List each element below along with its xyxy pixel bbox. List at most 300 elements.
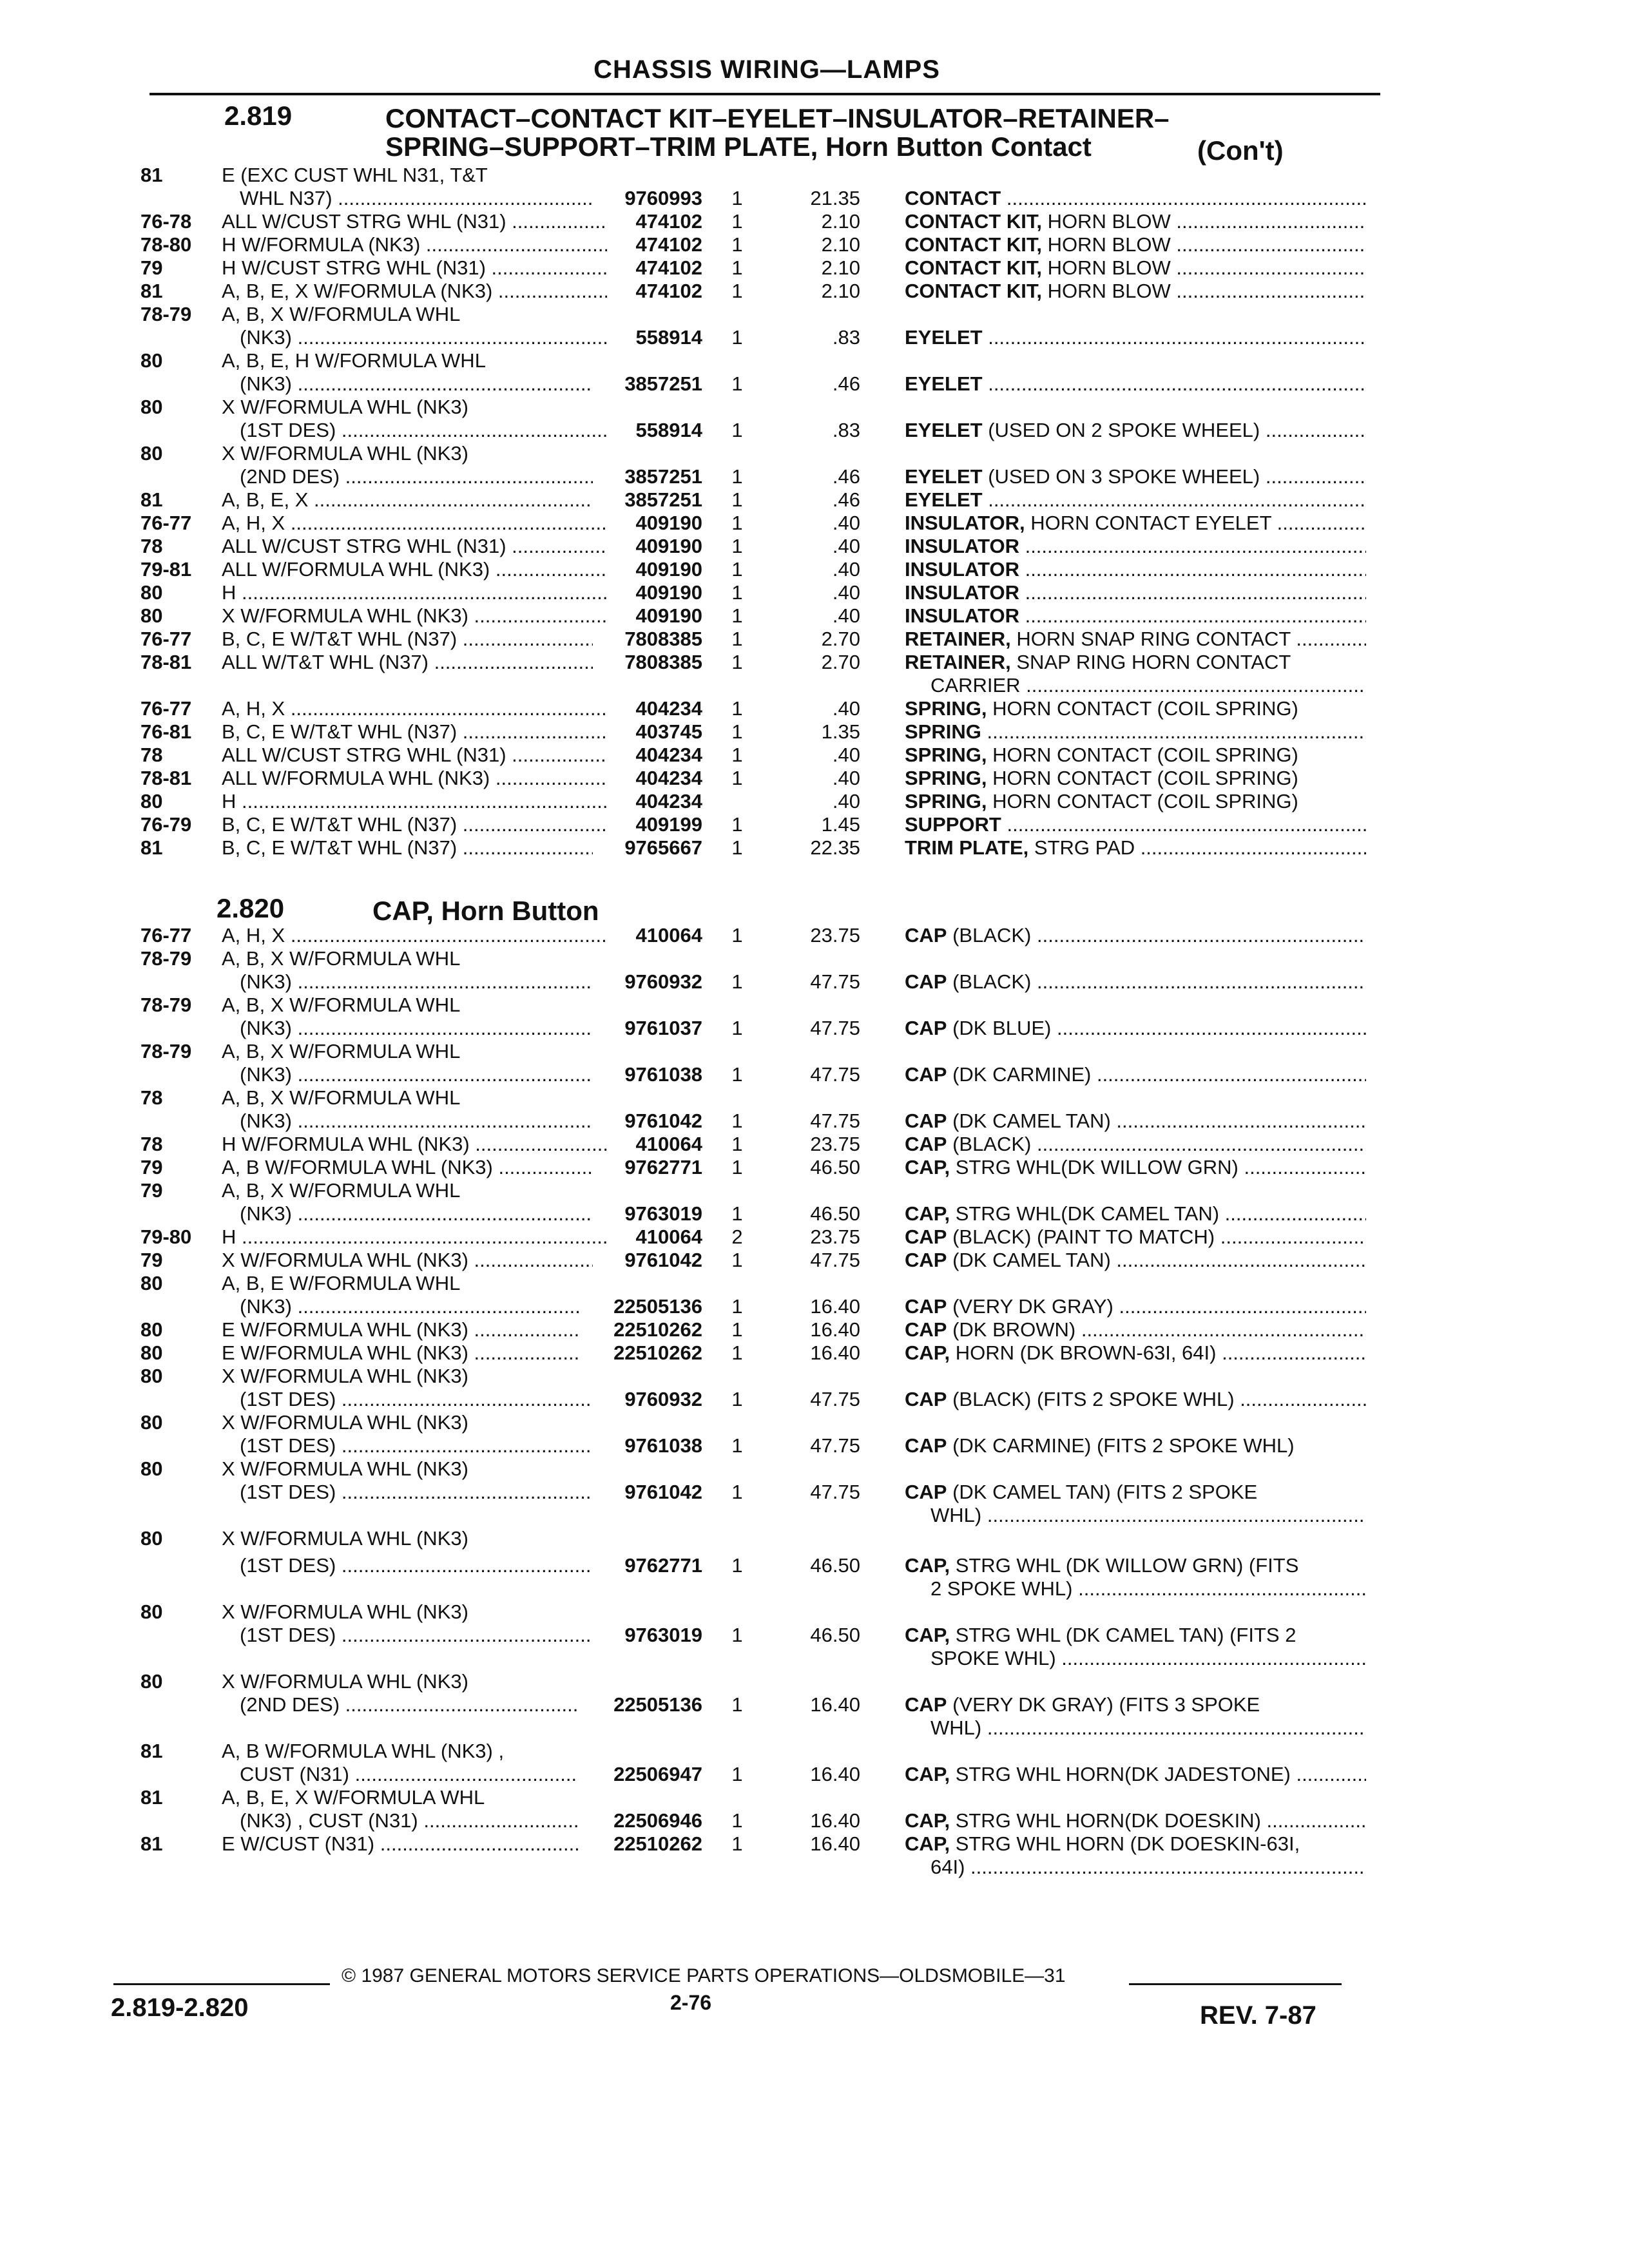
table-row	[0, 744, 1629, 767]
application-cell: (NK3) .....	[240, 372, 593, 396]
part-number-cell: 474102	[635, 280, 702, 302]
part-number-cell: 9760932	[624, 1388, 702, 1410]
quantity-cell: 1	[731, 326, 743, 349]
application-cell: A, H, X .....	[222, 924, 607, 947]
description-keyword: CAP,	[905, 1832, 950, 1855]
application-cell: X W/FORMULA WHL (NK3)	[222, 1365, 468, 1387]
application-cell: (NK3) .....	[240, 326, 607, 349]
application-cell: H W/CUST STRG WHL (N31) .....	[222, 256, 607, 280]
quantity-cell: 1	[731, 1202, 743, 1225]
price-cell: 21.35	[810, 187, 860, 209]
price-cell: 1.45	[821, 813, 860, 836]
application-cell: (NK3) .....	[240, 1063, 593, 1086]
application-cell: H .....	[222, 581, 607, 604]
table-row	[0, 1577, 1629, 1600]
application-cell: (NK3) .....	[240, 1017, 593, 1040]
application-cell: (1ST DES) .....	[240, 1624, 593, 1647]
description-keyword: CAP	[905, 1225, 947, 1248]
description-keyword: EYELET	[905, 419, 983, 441]
table-row	[0, 720, 1629, 744]
description-cell	[930, 674, 1366, 697]
price-cell: 47.75	[810, 1388, 860, 1410]
price-cell: 16.40	[810, 1809, 860, 1832]
description-detail: STRG WHL HORN(DK DOESKIN)	[950, 1809, 1261, 1832]
part-number-cell: 410064	[635, 1225, 702, 1248]
price-cell: 46.50	[810, 1554, 860, 1577]
section-number-2820: 2.820	[217, 893, 285, 923]
description-cell	[905, 1832, 1366, 1856]
part-number-cell: 3857251	[624, 372, 702, 395]
part-number-cell: 409190	[635, 558, 702, 581]
quantity-cell: 1	[731, 488, 743, 511]
part-number-cell: 404234	[635, 790, 702, 812]
price-cell: 47.75	[810, 1063, 860, 1086]
table-row	[0, 994, 1629, 1017]
application-cell: (1ST DES) .....	[240, 1481, 593, 1504]
description-keyword: CAP	[905, 1133, 947, 1155]
part-number-cell: 3857251	[624, 465, 702, 488]
section-cont-label: (Con't)	[1197, 135, 1284, 166]
price-cell: 23.75	[810, 1225, 860, 1248]
description-cell	[905, 187, 1366, 210]
price-cell: 16.40	[810, 1693, 860, 1716]
description-cell	[905, 720, 1366, 744]
year-cell: 80	[140, 349, 163, 372]
description-detail: (BLACK)	[947, 1133, 1032, 1155]
year-cell: 78	[140, 535, 163, 557]
application-cell: A, B, X W/FORMULA WHL	[222, 303, 461, 325]
table-row	[0, 767, 1629, 790]
application-cell: A, B, X W/FORMULA WHL	[222, 1179, 461, 1202]
price-cell: 46.50	[810, 1624, 860, 1646]
application-cell: (1ST DES) .....	[240, 1388, 593, 1411]
quantity-cell: 1	[731, 697, 743, 720]
quantity-cell: 1	[731, 1763, 743, 1785]
quantity-cell: 1	[731, 1832, 743, 1855]
price-cell: 23.75	[810, 1133, 860, 1155]
table-row	[0, 280, 1629, 303]
quantity-cell: 1	[731, 924, 743, 947]
application-cell: A, H, X .....	[222, 697, 607, 720]
description-cell	[905, 581, 1366, 604]
application-cell: ALL W/FORMULA WHL (NK3) .....	[222, 767, 607, 790]
price-cell: 47.75	[810, 1481, 860, 1503]
description-cell	[905, 1225, 1366, 1249]
description-cell	[905, 256, 1366, 280]
header-rule	[149, 93, 1380, 95]
description-cell	[905, 651, 1366, 674]
description-keyword: INSULATOR	[905, 581, 1019, 604]
quantity-cell: 1	[731, 836, 743, 859]
description-cell	[905, 233, 1366, 256]
description-cell	[905, 1295, 1366, 1318]
description-keyword: CAP,	[905, 1156, 950, 1178]
table-row	[0, 1318, 1629, 1341]
table-row	[0, 488, 1629, 512]
description-cell	[905, 604, 1366, 628]
table-row	[0, 465, 1629, 488]
table-row	[0, 697, 1629, 720]
table-row	[0, 1040, 1629, 1063]
description-cell	[905, 1249, 1366, 1272]
description-cell	[905, 535, 1366, 558]
application-cell: E W/FORMULA WHL (NK3) .....	[222, 1341, 579, 1365]
description-cell	[930, 1504, 1366, 1527]
year-cell: 80	[140, 442, 163, 465]
application-cell: X W/FORMULA WHL (NK3)	[222, 1411, 468, 1434]
year-cell: 78-80	[140, 233, 192, 256]
description-cell	[905, 326, 1366, 349]
application-cell: (1ST DES) .....	[240, 419, 607, 442]
section-number-2819: 2.819	[224, 101, 293, 131]
description-detail: HORN BLOW	[1041, 256, 1171, 279]
description-detail: (DK CARMINE) (FITS 2 SPOKE WHL)	[947, 1434, 1295, 1457]
description-detail: (VERY DK GRAY) (FITS 3 SPOKE	[947, 1693, 1260, 1716]
table-row	[0, 1809, 1629, 1832]
quantity-cell: 1	[731, 558, 743, 581]
description-cell	[905, 1481, 1366, 1504]
quantity-cell: 1	[731, 1156, 743, 1178]
description-cell	[905, 924, 1366, 947]
description-keyword: TRIM PLATE,	[905, 836, 1029, 859]
quantity-cell: 1	[731, 233, 743, 256]
part-number-cell: 404234	[635, 697, 702, 720]
part-number-cell: 7808385	[624, 628, 702, 650]
part-number-cell: 558914	[635, 326, 702, 349]
quantity-cell: 1	[731, 1318, 743, 1341]
description-keyword: CAP	[905, 970, 947, 993]
description-cell	[905, 1017, 1366, 1040]
description-cell	[905, 1434, 1366, 1457]
application-cell: (NK3) .....	[240, 1110, 593, 1133]
price-cell: 23.75	[810, 924, 860, 947]
description-detail: (BLACK) (PAINT TO MATCH)	[947, 1225, 1215, 1248]
description-cell	[905, 1202, 1366, 1225]
description-cell	[905, 1341, 1366, 1365]
table-row	[0, 372, 1629, 396]
description-cell	[905, 1156, 1366, 1179]
description-detail: (VERY DK GRAY)	[947, 1295, 1113, 1318]
year-cell: 78-79	[140, 303, 192, 325]
description-keyword: CAP,	[905, 1341, 950, 1364]
application-cell: B, C, E W/T&T WHL (N37) .....	[222, 836, 593, 860]
quantity-cell: 1	[731, 1554, 743, 1577]
application-cell: H W/FORMULA (NK3) .....	[222, 233, 607, 256]
part-number-cell: 409190	[635, 581, 702, 604]
price-cell: 47.75	[810, 1434, 860, 1457]
description-cell	[905, 465, 1366, 488]
price-cell: .83	[832, 419, 860, 441]
year-cell: 78-81	[140, 651, 192, 673]
description-detail: SPOKE WHL)	[930, 1647, 1056, 1669]
description-detail: STRG WHL (DK CAMEL TAN) (FITS 2	[950, 1624, 1296, 1646]
description-detail: HORN BLOW	[1041, 210, 1171, 233]
description-detail: HORN SNAP RING CONTACT	[1010, 628, 1291, 650]
description-keyword: CAP	[905, 1388, 947, 1410]
part-number-cell: 410064	[635, 924, 702, 947]
description-cell	[905, 628, 1366, 651]
quantity-cell: 1	[731, 1110, 743, 1132]
table-row	[0, 1504, 1629, 1527]
price-cell: 16.40	[810, 1763, 860, 1785]
year-cell: 81	[140, 488, 163, 511]
description-cell	[930, 1856, 1366, 1879]
year-cell: 81	[140, 164, 163, 186]
description-detail: STRG WHL (DK WILLOW GRN) (FITS	[950, 1554, 1299, 1577]
table-row	[0, 813, 1629, 836]
application-cell: A, B W/FORMULA WHL (NK3) ,	[222, 1740, 505, 1762]
application-cell: (1ST DES) .....	[240, 1554, 593, 1577]
description-cell	[905, 1133, 1366, 1156]
part-number-cell: 22510262	[613, 1832, 702, 1855]
description-detail: HORN CONTACT EYELET	[1025, 512, 1271, 534]
year-cell: 76-79	[140, 813, 192, 836]
description-keyword: CAP	[905, 1318, 947, 1341]
table-row	[0, 1554, 1629, 1577]
part-number-cell: 9760932	[624, 970, 702, 993]
description-keyword: EYELET	[905, 465, 983, 488]
application-cell: B, C, E W/T&T WHL (N37) .....	[222, 813, 607, 836]
application-cell: WHL N37) .....	[240, 187, 593, 210]
year-cell: 79	[140, 1179, 163, 1202]
price-cell: 47.75	[810, 970, 860, 993]
part-number-cell: 22505136	[613, 1295, 702, 1318]
description-detail: (BLACK)	[947, 924, 1032, 947]
application-cell: ALL W/FORMULA WHL (NK3) .....	[222, 558, 607, 581]
application-cell: A, B, X W/FORMULA WHL	[222, 1040, 461, 1062]
table-row	[0, 1600, 1629, 1624]
description-cell	[905, 697, 1366, 720]
description-cell	[905, 1554, 1366, 1577]
table-row	[0, 164, 1629, 187]
footer-page-number: 2-76	[670, 1991, 712, 2014]
price-cell: .83	[832, 326, 860, 349]
application-cell: (NK3) .....	[240, 970, 593, 994]
description-detail: STRG WHL(DK WILLOW GRN)	[950, 1156, 1239, 1178]
section-title-2819-line2: SPRING–SUPPORT–TRIM PLATE, Horn Button Contact	[385, 131, 1092, 162]
application-cell: H .....	[222, 790, 607, 813]
price-cell: 16.40	[810, 1832, 860, 1855]
description-detail: HORN CONTACT (COIL SPRING)	[987, 790, 1298, 812]
price-cell: 47.75	[810, 1249, 860, 1271]
table-row	[0, 419, 1629, 442]
description-cell	[905, 488, 1366, 512]
application-cell: X W/FORMULA WHL (NK3)	[222, 1670, 468, 1693]
year-cell: 76-77	[140, 512, 192, 534]
table-row	[0, 187, 1629, 210]
year-cell: 80	[140, 1670, 163, 1693]
part-number-cell: 9761037	[624, 1017, 702, 1039]
quantity-cell: 2	[731, 1225, 743, 1248]
application-cell: A, B, X W/FORMULA WHL	[222, 1086, 461, 1109]
price-cell: .40	[832, 790, 860, 812]
quantity-cell: 1	[731, 1481, 743, 1503]
quantity-cell: 1	[731, 1063, 743, 1086]
part-number-cell: 9761042	[624, 1110, 702, 1132]
quantity-cell: 1	[731, 767, 743, 789]
year-cell: 78-81	[140, 767, 192, 789]
footer-copyright: © 1987 GENERAL MOTORS SERVICE PARTS OPERATIONS—OLDSMOBILE—31	[342, 1965, 1066, 1986]
price-cell: 2.10	[821, 233, 860, 256]
description-keyword: CAP	[905, 1063, 947, 1086]
year-cell: 76-77	[140, 924, 192, 947]
part-number-cell: 410064	[635, 1133, 702, 1155]
description-cell	[905, 790, 1366, 813]
table-row	[0, 1786, 1629, 1809]
quantity-cell: 1	[731, 535, 743, 557]
quantity-cell: 1	[731, 210, 743, 233]
application-cell: E W/CUST (N31) .....	[222, 1832, 579, 1856]
footer-rule-left	[113, 1983, 330, 1985]
application-cell: A, B, E W/FORMULA WHL	[222, 1272, 461, 1294]
application-cell: X W/FORMULA WHL (NK3) .....	[222, 1249, 593, 1272]
year-cell: 80	[140, 1318, 163, 1341]
table-row	[0, 303, 1629, 326]
part-number-cell: 409190	[635, 604, 702, 627]
part-number-cell: 9762771	[624, 1554, 702, 1577]
price-cell: 1.35	[821, 720, 860, 743]
description-keyword: CAP,	[905, 1202, 950, 1225]
table-row	[0, 1716, 1629, 1740]
price-cell: 46.50	[810, 1202, 860, 1225]
footer-revision: REV. 7-87	[1200, 2001, 1316, 2030]
description-cell	[905, 813, 1366, 836]
price-cell: .40	[832, 581, 860, 604]
part-number-cell: 404234	[635, 767, 702, 789]
application-cell: (1ST DES) .....	[240, 1434, 593, 1457]
table-row	[0, 581, 1629, 604]
description-detail: (USED ON 2 SPOKE WHEEL)	[982, 419, 1260, 441]
year-cell: 76-78	[140, 210, 192, 233]
description-keyword: CAP	[905, 1295, 947, 1318]
description-cell	[905, 1063, 1366, 1086]
table-row	[0, 651, 1629, 674]
description-detail: STRG WHL HORN (DK DOESKIN-63I,	[950, 1832, 1300, 1855]
table-row	[0, 790, 1629, 813]
price-cell: .46	[832, 465, 860, 488]
application-cell: B, C, E W/T&T WHL (N37) .....	[222, 720, 607, 744]
description-cell	[930, 1716, 1366, 1740]
description-detail: WHL)	[930, 1716, 982, 1739]
price-cell: 16.40	[810, 1295, 860, 1318]
price-cell: 16.40	[810, 1318, 860, 1341]
quantity-cell: 1	[731, 187, 743, 209]
price-cell: 2.10	[821, 256, 860, 279]
description-detail: HORN BLOW	[1041, 233, 1171, 256]
year-cell: 78-79	[140, 994, 192, 1016]
description-keyword: SPRING,	[905, 790, 987, 812]
description-detail: STRG WHL HORN(DK JADESTONE)	[950, 1763, 1291, 1785]
description-keyword: CAP	[905, 1434, 947, 1457]
price-cell: .40	[832, 535, 860, 557]
quantity-cell: 1	[731, 465, 743, 488]
description-cell	[905, 210, 1366, 233]
application-cell: A, B, E, X W/FORMULA (NK3) .....	[222, 280, 607, 303]
description-keyword: INSULATOR	[905, 535, 1019, 557]
table-row	[0, 210, 1629, 233]
section-title-2820: CAP, Horn Button	[372, 896, 599, 926]
description-keyword: CAP	[905, 1017, 947, 1039]
year-cell: 81	[140, 1832, 163, 1855]
part-number-cell: 409199	[635, 813, 702, 836]
description-keyword: INSULATOR	[905, 604, 1019, 627]
application-cell: A, B, X W/FORMULA WHL	[222, 947, 461, 970]
part-number-cell: 558914	[635, 419, 702, 441]
price-cell: 2.10	[821, 280, 860, 302]
application-cell: X W/FORMULA WHL (NK3)	[222, 1527, 468, 1550]
description-detail: (DK BLUE)	[947, 1017, 1052, 1039]
price-cell: .40	[832, 558, 860, 581]
part-number-cell: 9763019	[624, 1624, 702, 1646]
table-row	[0, 924, 1629, 947]
part-number-cell: 9761042	[624, 1481, 702, 1503]
table-row	[0, 1481, 1629, 1504]
year-cell: 80	[140, 1527, 163, 1550]
quantity-cell: 1	[731, 970, 743, 993]
application-cell: E W/FORMULA WHL (NK3) .....	[222, 1318, 579, 1341]
application-cell: ALL W/CUST STRG WHL (N31) .....	[222, 210, 607, 233]
quantity-cell: 1	[731, 628, 743, 650]
quantity-cell: 1	[731, 1434, 743, 1457]
year-cell: 80	[140, 1457, 163, 1480]
table-row	[0, 1670, 1629, 1693]
application-cell: CUST (N31) .....	[240, 1763, 579, 1786]
quantity-cell: 1	[731, 1133, 743, 1155]
part-number-cell: 474102	[635, 210, 702, 233]
description-keyword: CAP	[905, 1693, 947, 1716]
table-row	[0, 233, 1629, 256]
table-row	[0, 1133, 1629, 1156]
table-row	[0, 1693, 1629, 1716]
year-cell: 78	[140, 1133, 163, 1155]
year-cell: 81	[140, 1740, 163, 1762]
part-number-cell: 22510262	[613, 1318, 702, 1341]
description-detail: (USED ON 3 SPOKE WHEEL)	[982, 465, 1260, 488]
description-cell	[905, 1388, 1366, 1411]
year-cell: 80	[140, 1365, 163, 1387]
table-row	[0, 512, 1629, 535]
section-title-2819-line1: CONTACT–CONTACT KIT–EYELET–INSULATOR–RETAINER–	[385, 103, 1170, 133]
description-keyword: SPRING	[905, 720, 981, 743]
table-row	[0, 1457, 1629, 1481]
description-keyword: INSULATOR	[905, 558, 1019, 581]
quantity-cell: 1	[731, 256, 743, 279]
part-number-cell: 22506947	[613, 1763, 702, 1785]
table-row	[0, 1365, 1629, 1388]
description-cell	[905, 1624, 1366, 1647]
description-keyword: CONTACT KIT,	[905, 280, 1042, 302]
year-cell: 76-81	[140, 720, 192, 743]
application-cell: X W/FORMULA WHL (NK3)	[222, 1600, 468, 1623]
quantity-cell: 1	[731, 1809, 743, 1832]
part-number-cell: 404234	[635, 744, 702, 766]
price-cell: .40	[832, 744, 860, 766]
table-row	[0, 1856, 1629, 1879]
part-number-cell: 22510262	[613, 1341, 702, 1364]
description-detail: HORN CONTACT (COIL SPRING)	[987, 744, 1298, 766]
year-cell: 81	[140, 1786, 163, 1809]
year-cell: 76-77	[140, 697, 192, 720]
table-row	[0, 604, 1629, 628]
description-keyword: SPRING,	[905, 767, 987, 789]
table-row	[0, 535, 1629, 558]
part-number-cell: 9761038	[624, 1063, 702, 1086]
year-cell: 79-80	[140, 1225, 192, 1248]
description-cell	[905, 1110, 1366, 1133]
price-cell: .40	[832, 697, 860, 720]
quantity-cell: 1	[731, 1388, 743, 1410]
description-cell	[905, 970, 1366, 994]
